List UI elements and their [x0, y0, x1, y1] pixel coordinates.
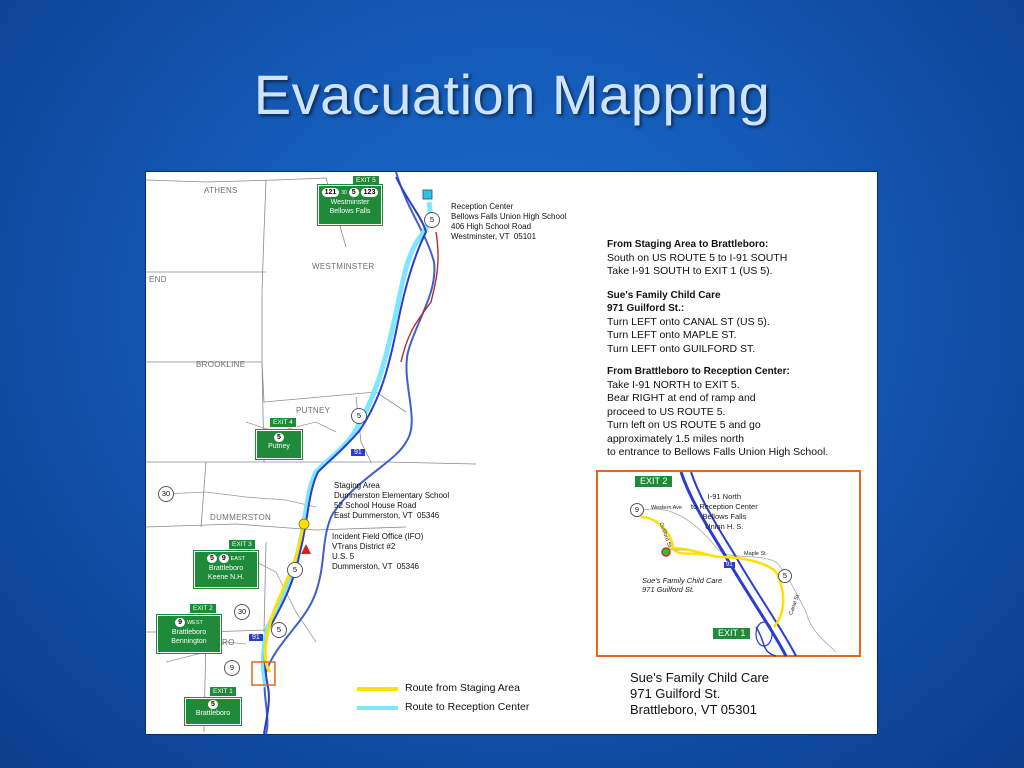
route-5-shield: 5 — [351, 408, 367, 424]
direction-line: Take I-91 SOUTH to EXIT 1 (US 5). — [607, 265, 773, 277]
town-label-putney: PUTNEY — [296, 406, 331, 415]
route-123-shield: 123 — [361, 188, 379, 197]
staging-area-marker — [299, 519, 309, 529]
ifo-label: Incident Field Office (IFO) VTrans District #2 U.S. 5 Dummerston, VT 05346 — [332, 532, 424, 571]
route-30-shield: 30 — [158, 486, 174, 502]
exit1-sign — [185, 698, 241, 725]
inset-street-guilford: Guilford St — [657, 521, 673, 549]
exit5-line1: Westminster — [330, 199, 370, 206]
direction-line: Turn LEFT onto CANAL ST (US 5). — [607, 315, 770, 328]
address-line: 971 Guilford St. — [630, 686, 721, 701]
exit3-line2: Keene N.H. — [207, 574, 245, 581]
exit1-line1: Brattleboro — [195, 710, 231, 717]
inset-route-5-shield: 5 — [778, 569, 792, 583]
directions-heading-sues: Sue's Family Child Care — [607, 289, 721, 301]
exit5-sep: 30 — [341, 190, 347, 196]
directions-heading-reception: From Brattleboro to Reception Center: — [607, 366, 790, 377]
route-9-shield: 9 — [224, 660, 240, 676]
route-5-shield: 5 — [271, 622, 287, 638]
exit2-line2: Bennington — [171, 638, 207, 645]
direction-line: approximately 1.5 miles north — [607, 432, 745, 445]
route-30-shield: 30 — [234, 604, 250, 620]
inset-street-western: Western Ave — [651, 505, 682, 511]
route-9-shield: 9 — [219, 554, 229, 563]
inset-i91-north-label: I-91 North to Reception Center Bellows Falls Union H. S. — [691, 492, 758, 531]
reception-center-marker — [423, 190, 432, 199]
town-label-dummerston: DUMMERSTON — [210, 513, 272, 522]
directions-panel — [607, 238, 828, 460]
exit3-direction: EAST — [230, 556, 246, 562]
route-5-road — [401, 232, 438, 362]
direction-line: Bear RIGHT at end of ramp and — [607, 392, 756, 404]
route-5-shield: 5 — [208, 700, 218, 709]
exit4-line1: Putney — [268, 443, 290, 450]
inset-street-canal: Canal St — [788, 594, 801, 616]
direction-line: Take I-91 NORTH to EXIT 5. — [607, 378, 740, 391]
town-label-westminster: WESTMINSTER — [312, 262, 375, 271]
town-label-ro: RO — [222, 638, 235, 647]
exit3-sign — [194, 551, 258, 588]
inset-exit2-sign: EXIT 2 — [634, 475, 673, 488]
route-5-shield: 5 — [424, 212, 440, 228]
direction-line: Turn LEFT onto GUILFORD ST. — [607, 342, 756, 355]
route-9-shield: 9 — [175, 618, 185, 627]
i91-shield: 91 — [351, 449, 365, 456]
directions-heading-sues-address: 971 Guilford St.: — [607, 303, 685, 314]
exit1-tab: EXIT 1 — [209, 686, 237, 697]
route-5-shield: 5 — [287, 562, 303, 578]
inset-street-maple: Maple St — [744, 551, 766, 557]
town-label-brookline: BROOKLINE — [196, 360, 246, 369]
evacuation-map — [145, 171, 878, 735]
exit4-sign — [256, 430, 302, 459]
staging-area-label: Staging Area Dummerston Elementary School 52 School House Road East Dummerston, VT 05346 — [334, 481, 450, 520]
exit2-sign — [157, 615, 221, 653]
exit5-line2: Bellows Falls — [329, 208, 371, 215]
destination-address — [630, 670, 769, 718]
inset-i91-shield: 91 — [726, 562, 733, 568]
direction-line: Turn LEFT onto MAPLE ST. — [607, 329, 737, 341]
town-label-athens: ATHENS — [204, 186, 238, 195]
route-121-shield: 121 — [322, 188, 340, 197]
exit5-tab: EXIT 5 — [352, 175, 380, 186]
route-5-shield: 5 — [274, 433, 284, 442]
route-5-shield: 5 — [207, 554, 217, 563]
town-label-end: END — [149, 275, 167, 284]
address-line: Brattleboro, VT 05301 — [630, 702, 757, 717]
exit2-direction: WEST — [186, 620, 203, 626]
route-5-shield: 5 — [349, 188, 359, 197]
address-line: Sue's Family Child Care — [630, 670, 770, 685]
inset-route-9-shield: 9 — [630, 503, 644, 517]
legend-reception-label: Route to Reception Center — [405, 701, 530, 713]
direction-line: proceed to US ROUTE 5. — [607, 405, 726, 418]
inset-sues-label: Sue's Family Child Care 971 Guilford St. — [642, 576, 723, 594]
exit2-tab: EXIT 2 — [189, 603, 217, 614]
exit4-tab: EXIT 4 — [269, 417, 297, 428]
direction-line: Turn left on US ROUTE 5 and go — [607, 419, 761, 431]
exit2-line1: Brattleboro — [171, 629, 207, 636]
reception-center-label: Reception Center Bellows Falls Union High School 406 High School Road Westminster, VT 05101 — [451, 202, 567, 241]
direction-line: South on US ROUTE 5 to I-91 SOUTH — [607, 251, 788, 264]
slide-title: Evacuation Mapping — [253, 63, 771, 126]
exit3-line1: Brattleboro — [208, 565, 244, 572]
sues-child-care-marker — [662, 548, 670, 556]
direction-line: to entrance to Bellows Falls Union High School. — [607, 446, 829, 458]
exit3-tab: EXIT 3 — [228, 539, 256, 550]
inset-exit1-sign: EXIT 1 — [712, 627, 751, 640]
exit5-sign — [318, 185, 382, 225]
i91-shield: 91 — [249, 634, 263, 641]
legend-staging-label: Route from Staging Area — [405, 682, 520, 694]
directions-heading-staging: From Staging Area to Brattleboro: — [607, 239, 769, 250]
